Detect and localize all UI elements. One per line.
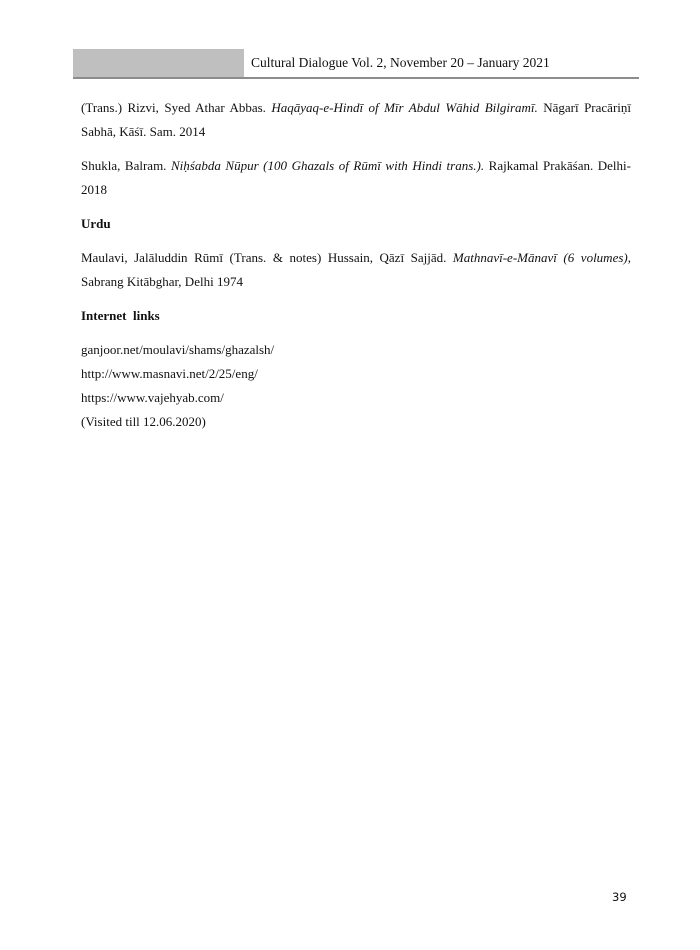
- reference-entry-rizvi: [81, 96, 631, 144]
- page-number: 39: [612, 890, 627, 904]
- link-ganjoor[interactable]: ganjoor.net/moulavi/shams/ghazalsh/: [81, 342, 275, 357]
- reference-authors: (Trans.) Rizvi, Syed Athar Abbas.: [81, 100, 272, 115]
- section-heading-urdu: Urdu: [81, 216, 111, 231]
- section-heading-internet-links: Internet links: [81, 308, 160, 323]
- references-content: [81, 96, 631, 434]
- header-grey-block: [73, 49, 244, 77]
- reference-authors: Maulavi, Jalāluddin Rūmī (Trans. & notes) Hussain, Qāzī Sajjād.: [81, 250, 453, 265]
- header-rule: [73, 77, 639, 79]
- reference-authors: Shukla, Balram.: [81, 158, 171, 173]
- reference-entry-shukla: [81, 154, 631, 202]
- reference-title: Niḥśabda Nūpur (100 Ghazals of Rūmī with Hindi trans.).: [171, 158, 485, 173]
- reference-entry-maulavi: [81, 246, 631, 294]
- running-header: [73, 49, 639, 77]
- reference-publisher: Sabrang Kitābghar, Delhi 1974: [81, 274, 243, 289]
- visited-note: (Visited till 12.06.2020): [81, 414, 206, 429]
- journal-title: Cultural Dialogue Vol. 2, November 20 – January 2021: [251, 55, 550, 70]
- reference-publisher: Nāgarī Pracāriṇī Sabhā, Kāśī. Sam. 2014: [81, 100, 631, 139]
- link-vajehyab[interactable]: https://www.vajehyab.com/: [81, 390, 224, 405]
- reference-publisher: Rajkamal Prakāśan. Delhi-2018: [81, 158, 631, 197]
- link-masnavi[interactable]: http://www.masnavi.net/2/25/eng/: [81, 366, 258, 381]
- reference-title: Haqāyaq-e-Hindī of Mīr Abdul Wāhid Bilgiramī.: [271, 100, 538, 115]
- reference-title: Mathnavī-e-Mānavī (6 volumes),: [452, 250, 631, 265]
